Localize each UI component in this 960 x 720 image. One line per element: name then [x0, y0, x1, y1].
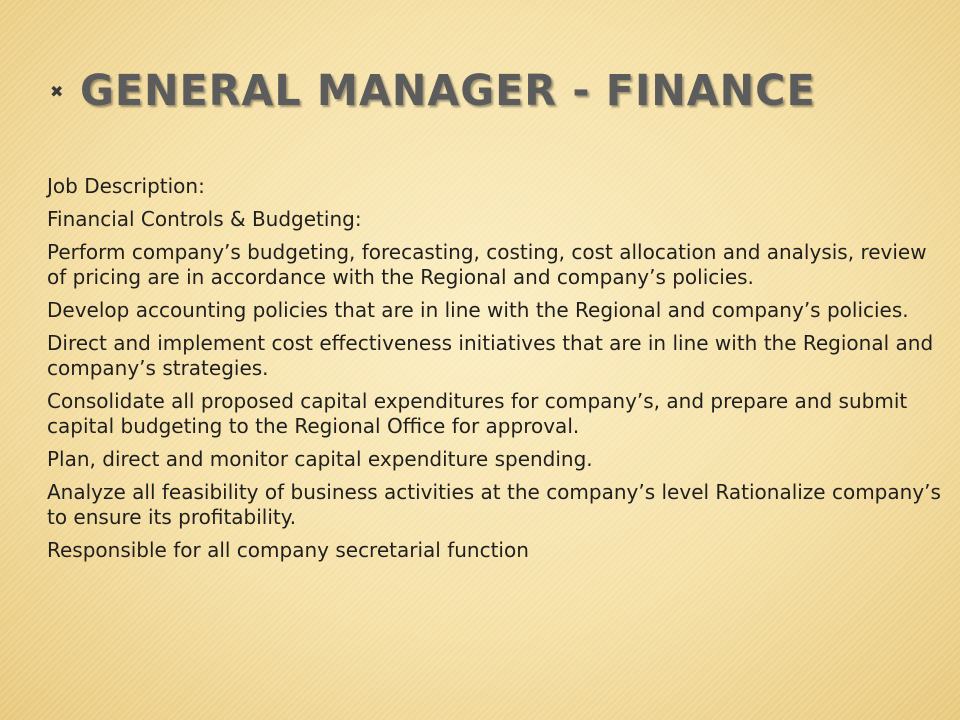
duty-item: Responsible for all company secretarial function: [47, 538, 529, 562]
job-description-heading: Job Description:: [47, 174, 205, 198]
slide-body: [47, 174, 947, 571]
slide-title: GENERAL MANAGER - FINANCE: [80, 66, 816, 116]
title-bullet-icon: ✖: [50, 82, 64, 101]
duty-item: Plan, direct and monitor capital expenditure spending.: [47, 447, 593, 471]
duty-item: Consolidate all proposed capital expenditures for company’s, and prepare and submit capital budgeting to the Regional Office for approval.: [47, 389, 908, 438]
duty-item: Direct and implement cost effectiveness initiatives that are in line with the Regional and company’s strategies.: [47, 331, 934, 380]
duty-item: Analyze all feasibility of business activities at the company’s level Rationalize company’s to ensure its profitability.: [47, 480, 941, 529]
section-heading: Financial Controls & Budgeting:: [47, 207, 362, 231]
duty-item: Perform company’s budgeting, forecasting, costing, cost allocation and analysis, review of pricing are in accordance with the Regional and company’s policies.: [47, 240, 927, 289]
duty-item: Develop accounting policies that are in line with the Regional and company’s policies.: [47, 298, 909, 322]
